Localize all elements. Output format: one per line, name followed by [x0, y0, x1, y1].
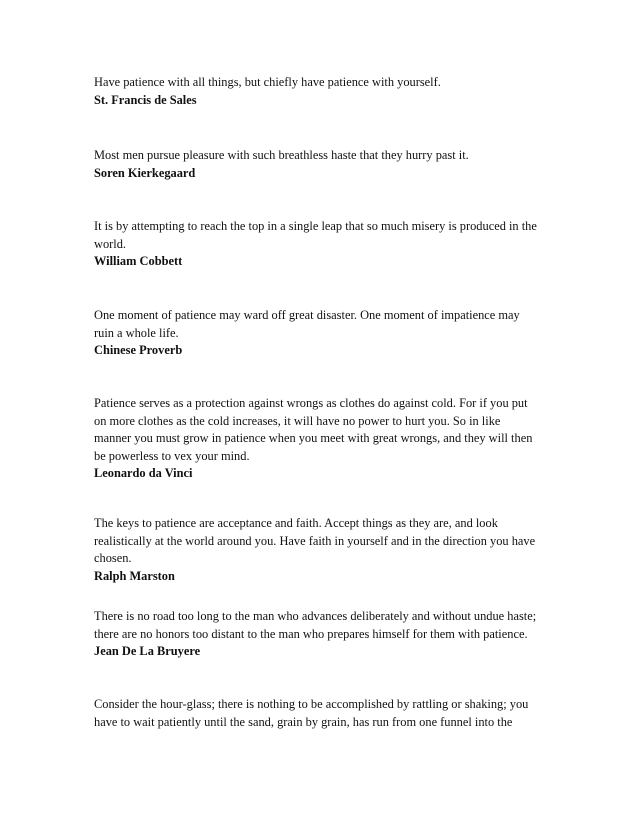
quote-text: Consider the hour-glass; there is nothing to be accomplished by rattling or shaking; you have to wait patiently until the sand, grain by grain, has run from one funnel into the [94, 697, 529, 729]
quote-block [94, 515, 554, 585]
quote-text: One moment of patience may ward off great disaster. One moment of impatience may ruin a whole life. [94, 308, 520, 340]
quote-text: It is by attempting to reach the top in a single leap that so much misery is produced in the world. [94, 219, 537, 251]
quote-text: Most men pursue pleasure with such breathless haste that they hurry past it. [94, 148, 469, 162]
quote-text: There is no road too long to the man who advances deliberately and without undue haste; there are no honors too distant to the man who prepares himself for them with patience. [94, 609, 537, 641]
quote-author: Soren Kierkegaard [94, 165, 196, 180]
quote-block [94, 608, 554, 661]
quote-block [94, 395, 554, 483]
quote-author: Chinese Proverb [94, 343, 183, 357]
quote-block [94, 696, 554, 731]
quote-author: Jean De La Bruyere [94, 644, 201, 658]
quote-text: The keys to patience are acceptance and faith. Accept things as they are, and look realistically at the world around you. Have faith in yourself and in the direction you have chosen. [94, 516, 536, 565]
quote-author: Ralph Marston [94, 568, 175, 583]
quote-block [94, 147, 554, 182]
quote-block [94, 307, 554, 360]
quote-block [94, 218, 554, 271]
quote-text: Have patience with all things, but chiefly have patience with yourself. [94, 75, 441, 89]
quote-block [94, 74, 554, 109]
quote-author: William Cobbett [94, 254, 183, 268]
quote-text: Patience serves as a protection against wrongs as clothes do against cold. For if you put on more clothes as the cold increases, it will have no power to hurt you. So in like manner you must grow in patience when you meet with great wrongs, and they will then be powerless to vex your mind. [94, 396, 533, 463]
quote-author: Leonardo da Vinci [94, 466, 193, 480]
quote-author: St. Francis de Sales [94, 92, 197, 107]
